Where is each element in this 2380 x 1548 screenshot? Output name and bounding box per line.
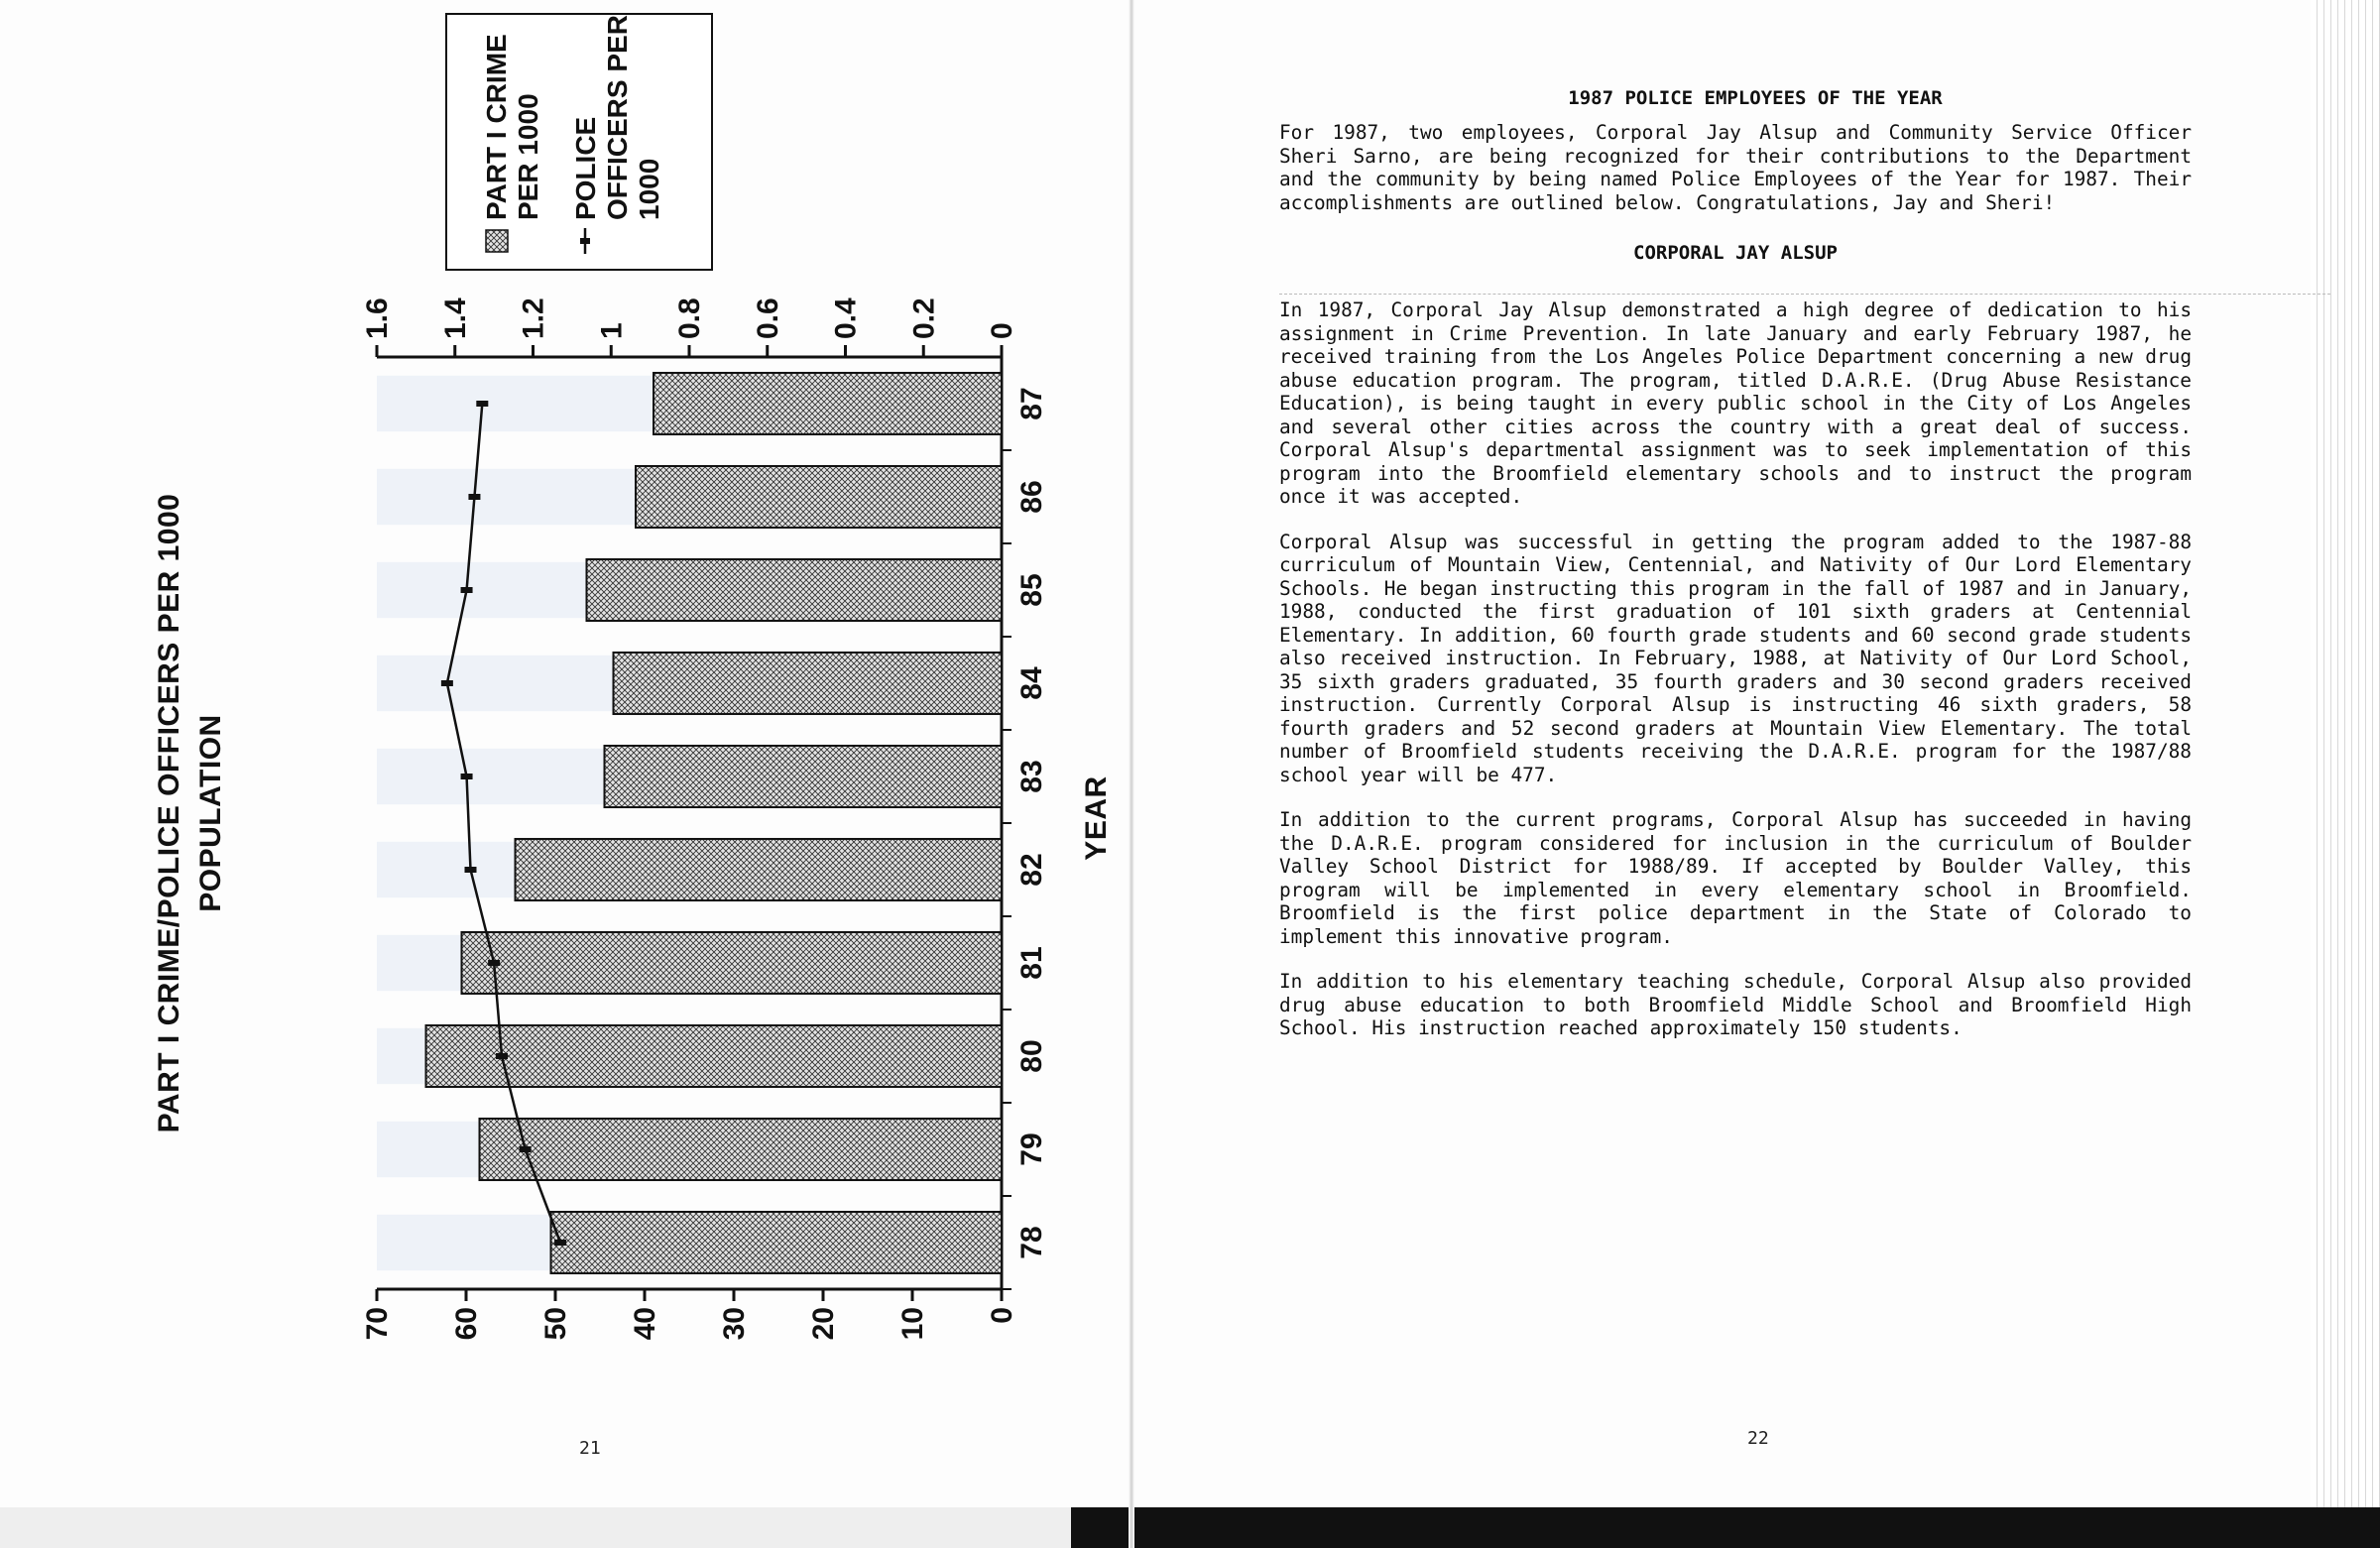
- left-page-number: 21: [579, 1438, 601, 1459]
- officers-line: [447, 404, 560, 1243]
- officers-point: [468, 494, 480, 500]
- chart-container: [119, 0, 1113, 1428]
- legend-officers-label-3: 1000: [634, 158, 664, 220]
- officers-point: [461, 587, 473, 593]
- officers-point: [465, 867, 477, 873]
- crime-bar: [614, 653, 1003, 714]
- crime-officers-chart: [149, 0, 1121, 1428]
- legend-line-marker: [580, 238, 590, 244]
- left-tick-label: 50: [539, 1307, 572, 1341]
- scan-bottom-margin: [0, 1507, 1071, 1548]
- crime-bar: [551, 1212, 1003, 1273]
- legend-crime-label-2: PER 1000: [513, 93, 543, 220]
- crime-bar: [462, 932, 1003, 994]
- x-tick-label: 82: [1015, 853, 1048, 887]
- document-title: 1987 POLICE EMPLOYEES OF THE YEAR: [1568, 87, 1943, 109]
- page-stack-edge: [2311, 0, 2380, 1507]
- right-tick-label: 1: [595, 322, 629, 339]
- right-page-number: 22: [1747, 1428, 1769, 1449]
- x-tick-label: 81: [1015, 946, 1048, 980]
- x-tick-label: 79: [1015, 1132, 1048, 1166]
- officers-point: [461, 774, 473, 779]
- right-tick-label: 1.4: [438, 298, 472, 339]
- x-axis-label: YEAR: [1080, 775, 1113, 861]
- x-tick-label: 80: [1015, 1039, 1048, 1073]
- x-tick-label: 83: [1015, 760, 1048, 793]
- x-tick-label: 85: [1015, 573, 1048, 607]
- crime-bar: [654, 373, 1002, 434]
- x-tick-label: 84: [1015, 666, 1048, 700]
- x-tick-label: 86: [1015, 480, 1048, 514]
- right-tick-label: 1.2: [517, 298, 550, 339]
- body-paragraph-2: Corporal Alsup was successful in getting the program added to the 1987-88 curriculum of Mountain View, Centennial, and Nativity of Our Lord Elementary Schools. He began instructing this program in the fall of 1987 and in January, 1988, conducted the first graduation of 101 sixth graders at Centennial Elementary. In addition, 60 fourth grade students and 60 second grade students also received instruction. In February, 1988, at Nativity of Our Lord School, 35 sixth graders graduated, 35 fourth graders and 30 second graders received instruction. Currently Corporal Alsup is instructing 46 sixth graders, 58 fourth graders and 52 second graders at Mountain View Elementary. The total number of Broomfield students receiving the D.A.R.E. program for the 1987/88 school year will be 477.: [1279, 530, 2192, 786]
- crime-bar: [480, 1119, 1003, 1180]
- left-tick-label: 70: [361, 1307, 394, 1341]
- intro-paragraph: For 1987, two employees, Corporal Jay Alsup and Community Service Officer Sheri Sarno, are being recognized for their contributions to the Department and the community by being named Police Employees of the Year for 1987. Their accomplishments are outlined below. Congratulations, Jay and Sheri!: [1279, 121, 2192, 214]
- rotated-chart: [149, 0, 1121, 1428]
- page-fold: [1129, 0, 1134, 1548]
- body-paragraph-3: In addition to the current programs, Corporal Alsup has succeeded in having the D.A.R.E. program considered for inclusion in the curriculum of Boulder Valley School District for 1988/89. If accepted by Boulder Valley, this program will be implemented in every elementary school in Broomfield. Broomfield is the first police department in the State of Colorado to implement this innovative program.: [1279, 808, 2192, 948]
- plot-area: [361, 298, 1048, 1340]
- left-tick-label: 0: [986, 1307, 1018, 1324]
- left-tick-label: 60: [450, 1307, 483, 1341]
- officers-point: [441, 680, 453, 686]
- officers-point: [476, 401, 488, 407]
- right-tick-label: 0.8: [673, 298, 706, 339]
- right-tick-label: 0.2: [907, 298, 941, 339]
- chart-title-line2: POPULATION: [194, 714, 227, 912]
- officers-point: [496, 1053, 508, 1059]
- x-tick-label: 78: [1015, 1226, 1048, 1259]
- crime-bar: [636, 466, 1002, 528]
- right-tick-label: 1.6: [361, 298, 394, 339]
- right-tick-label: 0.6: [751, 298, 784, 339]
- legend-officers-label-2: OFFICERS PER: [602, 15, 633, 220]
- legend-officers-label-1: POLICE: [570, 116, 601, 220]
- right-tick-label: 0: [986, 322, 1018, 339]
- right-page-text: [1279, 87, 2192, 1062]
- scan-bottom-edge: [1071, 1507, 2380, 1548]
- left-tick-label: 40: [629, 1307, 661, 1341]
- right-tick-label: 0.4: [829, 298, 863, 339]
- chart-legend: [446, 14, 712, 270]
- section-subheading: CORPORAL JAY ALSUP: [1633, 242, 1838, 264]
- x-tick-label: 87: [1015, 387, 1048, 420]
- body-paragraph-1: In 1987, Corporal Jay Alsup demonstrated a high degree of dedication to his assignment in Crime Prevention. In late January and early February 1987, he received training from the Los Angeles Police Department concerning a new drug abuse education program. The program, titled D.A.R.E. (Drug Abuse Resistance Education), is being taught in every public school in the City of Los Angeles and several other cities across the country with a great deal of success. Corporal Alsup's departmental assignment was to seek implementation of this program into the Broomfield elementary schools and to instruct the program once it was accepted.: [1279, 298, 2192, 508]
- legend-bar-swatch: [486, 230, 508, 252]
- scan-dashed-rule: [1279, 294, 2330, 295]
- crime-bar: [426, 1025, 1003, 1087]
- legend-crime-label-1: PART I CRIME: [481, 34, 512, 220]
- left-tick-label: 20: [807, 1307, 840, 1341]
- body-paragraph-4: In addition to his elementary teaching schedule, Corporal Alsup also provided drug abuse education to both Broomfield Middle School and Broomfield High School. His instruction reached approximately 150 students.: [1279, 970, 2192, 1039]
- officers-point: [488, 960, 500, 966]
- officers-point: [520, 1146, 532, 1152]
- crime-bar: [605, 746, 1003, 807]
- crime-bar: [516, 839, 1003, 900]
- crime-bar: [587, 559, 1003, 621]
- left-tick-label: 10: [896, 1307, 929, 1341]
- chart-title-line1: PART I CRIME/POLICE OFFICERS PER 1000: [153, 493, 185, 1133]
- officers-point: [554, 1240, 566, 1246]
- left-tick-label: 30: [718, 1307, 751, 1341]
